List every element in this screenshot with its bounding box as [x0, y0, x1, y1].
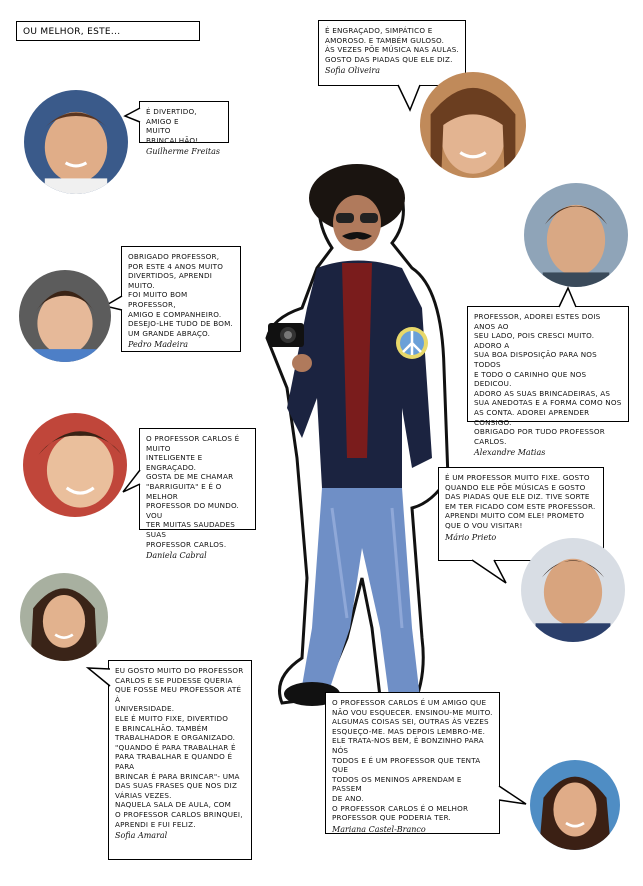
message-text: EU GOSTO MUITO DO PROFESSOR CARLOS E SE PUDESSE QUERIA QUE FOSSE MEU PROFESSOR ATÉ À UNIVERSIDADE. ELE É MUITO FIXE, DIVERTIDO E BRINCALHÃO. TAMBÉM TRABALHADOR E ORGANIZADO. "QUANDO É PARA TRABALHAR É PARA TRABALHAR E QUANDO É PARA BRINCAR É PARA BRINCAR"- UMA DAS SUAS FRASES QUE NOS DIZ VÁRIAS VEZES. NAQUELA SALA DE AULA, COM O PROFESSOR CARLOS BRINQUEI, APRENDI E FUI FELIZ. [115, 666, 244, 829]
avatar-pedro-madeira [19, 270, 111, 362]
message-author: Daniela Cabral [146, 551, 207, 561]
message-author: Sofia Oliveira [325, 66, 381, 76]
message-text: O PROFESSOR CARLOS É MUITO INTELIGENTE E ENGRAÇADO. GOSTA DE ME CHAMAR "BARRIGUITA" E É O MELHOR PROFESSOR DO MUNDO. VOU TER MUITAS SAUDADES SUAS PROFESSOR CARLOS. [146, 434, 240, 549]
message-author: Mariana Castel-Branco [332, 824, 426, 834]
message-author: Mário Prieto [445, 532, 497, 542]
message-text: É ENGRAÇADO, SIMPÁTICO E AMOROSO. E TAMBÉM GULOSO. ÀS VEZES PÕE MÚSICA NAS AULAS. GOSTO DAS PIADAS QUE ELE DIZ. [325, 26, 459, 64]
message-text: O PROFESSOR CARLOS É UM AMIGO QUE NÃO VOU ESQUECER. ENSINOU-ME MUITO. ALGUMAS COISAS SEI, OUTRAS ÀS VEZES ESQUEÇO-ME. MAS DEPOIS LEMBRO-ME. ELE TRATA-NOS BEM, É BONZINHO PARA NÓS TODOS E É UM PROFESSOR QUE TENTA QUE TODOS OS MENINOS APRENDAM E PASSEM DE ANO. O PROFESSOR CARLOS É O MELHOR PROFESSOR QUE PODERIA TER. [332, 698, 493, 823]
teacher-photo [262, 158, 458, 718]
speech-tail [124, 106, 142, 126]
avatar-daniela-cabral [23, 413, 127, 517]
message-text: OBRIGADO PROFESSOR, POR ESTE 4 ANOS MUITO DIVERTIDOS, APRENDI MUITO. FOI MUITO BOM PROFESSOR, AMIGO E COMPANHEIRO. DESEJO-LHE TUDO DE BOM. UM GRANDE ABRAÇO. [128, 252, 234, 338]
peace-symbol-icon [396, 327, 428, 359]
message-bubble-sofia-oliveira [318, 20, 466, 86]
speech-tail [86, 666, 112, 694]
page-title: OU MELHOR, ESTE... [16, 21, 200, 41]
speech-tail [556, 286, 580, 308]
message-author: Alexandre Matias [474, 448, 546, 458]
avatar-mariana-castel-branco [530, 760, 620, 850]
avatar-sofia-amaral [20, 573, 108, 661]
message-bubble-daniela-cabral [139, 428, 256, 561]
camera-icon [268, 323, 304, 347]
avatar-alexandre-matias [524, 183, 628, 287]
message-bubble-sofia-amaral [108, 660, 252, 860]
message-bubble-pedro-madeira [121, 246, 241, 352]
speech-tail [498, 784, 528, 810]
message-bubble-alexandre-matias [467, 306, 629, 458]
avatar-guilherme-freitas [24, 90, 128, 194]
message-bubble-guilherme-freitas [139, 101, 229, 157]
message-author: Sofia Amaral [115, 831, 168, 841]
message-text: É DIVERTIDO, AMIGO E MUITO BRINCALHÃO! [146, 107, 199, 145]
speech-tail [470, 559, 510, 587]
message-text: É UM PROFESSOR MUITO FIXE. GOSTO QUANDO ELE PÕE MÚSICAS E GOSTO DAS PIADAS QUE ELE DIZ. TIVE SORTE EM TER FICADO COM ESTE PROFESSOR. APRENDI MUITO COM ELE! PROMETO QUE O VOU VISITAR! [445, 473, 596, 530]
message-author: Pedro Madeira [128, 340, 189, 350]
message-author: Guilherme Freitas [146, 147, 220, 157]
avatar-sofia-oliveira [420, 72, 526, 178]
avatar-mario-prieto [521, 538, 625, 642]
message-bubble-mariana-castel-branco [325, 692, 500, 834]
message-text: PROFESSOR, ADOREI ESTES DOIS ANOS AO SEU LADO, POIS CRESCI MUITO. ADORO A SUA BOA DISPOSIÇÃO PARA NOS TODOS E TODO O CARINHO QUE NOS DEDICOU. ADORO AS SUAS BRINCADEIRAS, AS SUA ANEDOTAS E A FORMA COMO NOS AS CONTA. ADOREI APRENDER CONSIGO. OBRIGADO POR TUDO PROFESSOR CARLOS. [474, 312, 622, 446]
